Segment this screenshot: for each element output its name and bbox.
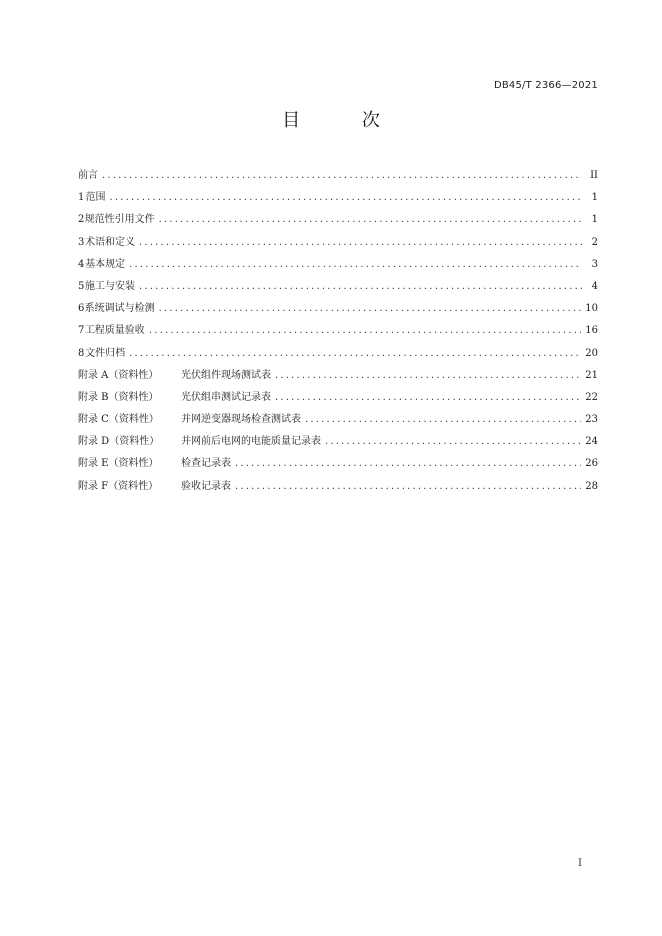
toc-entry-chapter-3[interactable] — [78, 232, 598, 254]
toc-entry-chapter-5[interactable] — [78, 276, 598, 298]
toc-leader-dots — [235, 453, 581, 475]
toc-leader-dots — [139, 276, 582, 298]
toc-entry-chapter-2[interactable] — [78, 209, 598, 231]
toc-leader-dots — [129, 254, 582, 276]
toc-entry-label: 施工与安装 — [84, 280, 135, 292]
page-title: 目 次 — [282, 110, 408, 131]
toc-entry-label: 并网逆变器现场检查测试表 — [181, 414, 301, 426]
toc-entry-annex-d[interactable] — [78, 431, 598, 453]
toc-entry-preface[interactable] — [78, 165, 598, 187]
toc-entry-label: 验收记录表 — [181, 480, 231, 492]
toc-entry-page: 21 — [585, 369, 598, 381]
toc-entry-chapter-7[interactable] — [78, 320, 598, 342]
toc-entry-number: 5 — [78, 280, 85, 292]
toc-leader-dots — [149, 320, 581, 342]
toc-entry-label: 术语和定义 — [84, 236, 135, 248]
toc-entry-label: 前言 — [78, 170, 98, 181]
toc-annex-prefix: 附录 C（资料性） — [78, 414, 159, 426]
toc-entry-page: 16 — [585, 325, 598, 337]
toc-entry-page: 1 — [591, 192, 598, 204]
toc-leader-dots — [275, 387, 581, 409]
toc-entry-label: 基本规定 — [85, 258, 126, 270]
toc-entry-annex-f[interactable] — [78, 476, 598, 498]
toc-entry-number: 7 — [78, 325, 85, 337]
toc-leader-dots — [102, 165, 582, 187]
toc-leader-dots — [305, 409, 581, 431]
toc-entry-page: II — [590, 170, 598, 181]
toc-entry-chapter-1[interactable] — [78, 187, 598, 209]
toc-entry-number: 2 — [78, 214, 85, 226]
toc-leader-dots — [139, 232, 582, 254]
toc-entry-number: 8 — [78, 347, 85, 359]
toc-entry-page: 28 — [585, 480, 598, 492]
toc-leader-dots — [235, 476, 581, 498]
toc-entry-chapter-8[interactable] — [78, 343, 598, 365]
toc-entry-number: 6 — [78, 303, 85, 315]
toc-entry-label: 光伏组串测试记录表 — [181, 391, 271, 403]
toc-entry-annex-a[interactable] — [78, 365, 598, 387]
toc-leader-dots — [159, 298, 582, 320]
toc-entry-label: 检查记录表 — [181, 458, 231, 470]
toc-entry-chapter-4[interactable] — [78, 254, 598, 276]
toc-leader-dots — [275, 365, 581, 387]
toc-entry-annex-c[interactable] — [78, 409, 598, 431]
toc-annex-prefix: 附录 A（资料性） — [78, 369, 159, 381]
toc-entry-number: 4 — [78, 258, 85, 270]
toc-annex-prefix: 附录 E（资料性） — [78, 458, 159, 470]
toc-entry-page: 24 — [585, 436, 598, 448]
toc-entry-label: 范围 — [85, 192, 106, 204]
toc-leader-dots — [129, 343, 581, 365]
toc-annex-prefix: 附录 B（资料性） — [78, 391, 159, 403]
toc-entry-label: 工程质量验收 — [84, 325, 145, 337]
toc-entry-chapter-6[interactable] — [78, 298, 598, 320]
toc-entry-label: 系统调试与检测 — [84, 303, 155, 315]
table-of-contents — [78, 165, 598, 498]
toc-leader-dots — [109, 187, 582, 209]
toc-entry-annex-b[interactable] — [78, 387, 598, 409]
toc-entry-label: 规范性引用文件 — [84, 214, 155, 226]
toc-entry-page: 10 — [585, 303, 598, 315]
toc-entry-page: 26 — [585, 458, 598, 470]
page-number: I — [578, 858, 582, 869]
toc-entry-page: 1 — [591, 214, 598, 226]
toc-annex-prefix: 附录 D（资料性） — [78, 436, 160, 448]
toc-entry-number: 1 — [78, 192, 85, 204]
toc-leader-dots — [159, 209, 582, 231]
toc-entry-label: 并网前后电网的电能质量记录表 — [181, 436, 321, 448]
toc-entry-page: 3 — [591, 258, 598, 270]
toc-entry-label: 光伏组件现场测试表 — [181, 369, 271, 381]
toc-entry-page: 22 — [585, 391, 598, 403]
toc-entry-page: 4 — [591, 280, 598, 292]
toc-entry-page: 20 — [585, 347, 598, 359]
toc-leader-dots — [325, 431, 581, 453]
toc-entry-page: 2 — [591, 236, 598, 248]
document-code: DB45/T 2366—2021 — [493, 80, 598, 91]
toc-entry-page: 23 — [585, 414, 598, 426]
toc-entry-annex-e[interactable] — [78, 453, 598, 475]
toc-annex-prefix: 附录 F（资料性） — [78, 480, 159, 492]
toc-entry-number: 3 — [78, 236, 85, 248]
toc-entry-label: 文件归档 — [85, 347, 126, 359]
